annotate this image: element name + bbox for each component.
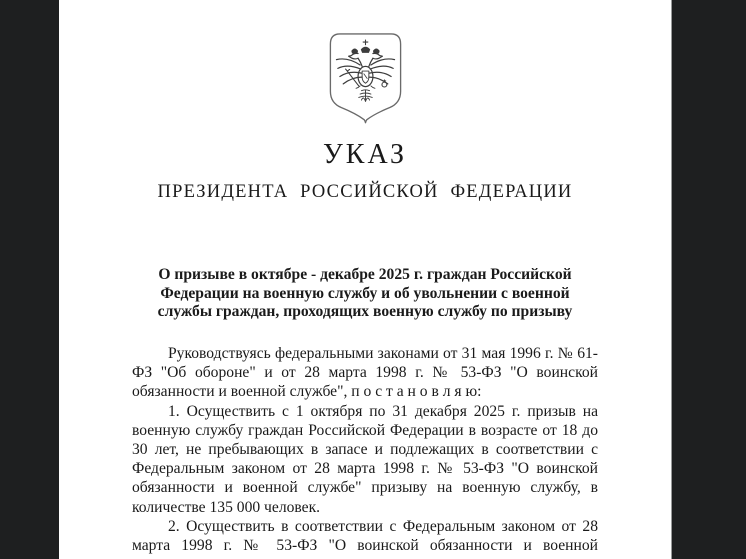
russian-coat-of-arms-icon [325,31,406,126]
document-issuer: ПРЕЗИДЕНТА РОССИЙСКОЙ ФЕДЕРАЦИИ [157,182,573,202]
document-type-title: УКАЗ [322,139,408,170]
paragraph-item-1: 1. Осуществить с 1 октября по 31 декабря 2025 г. призыв на военную службу граждан Российской Федерации в возрасте от 18 до 30 лет, не пребывающих в запасе и подлежащих в соответствии с Федеральным законом от 28 марта 1998 г. № 53-ФЗ "О воинской обязанности и военной службе" призыву на военную службу, в количестве 135 000 человек. [132,402,598,516]
subject-line: службы граждан, проходящих военную службу по призыву [157,303,573,321]
document-page [59,0,671,559]
document-body [132,344,598,555]
subject-line: О призыве в октябре - декабре 2025 г. граждан Российской [158,266,572,283]
paragraph-preamble: Руководствуясь федеральными законами от 31 мая 1996 г. № 61-ФЗ "Об обороне" и от 28 марта 1998 г. № 53-ФЗ "О воинской обязанности и военной службе", п о с т а н о в л я ю: [132,345,598,401]
subject-line: Федерации на военную службу и об увольнении с военной [160,284,570,302]
document-subject [132,266,598,322]
paragraph-item-2: 2. Осуществить в соответствии с Федеральным законом от 28 марта 1998 г. № 53-ФЗ "О воинской обязанности и военной [132,517,598,555]
